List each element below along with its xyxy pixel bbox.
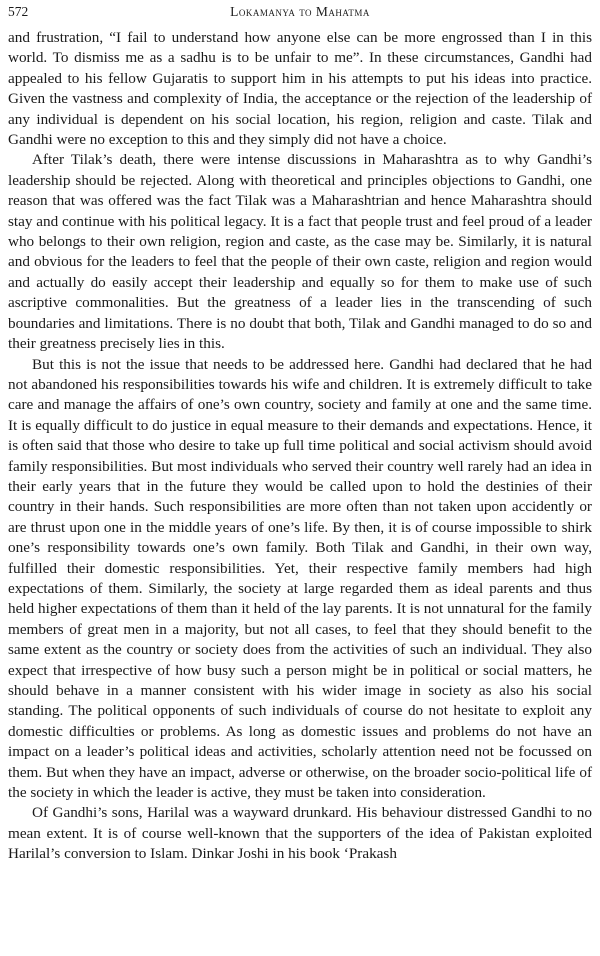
page-header [8,4,592,28]
paragraph-2: After Tilak’s death, there were intense discussions in Maharashtra as to why Gandhi’s leadership should be rejected. Along with theoretical and principles objections to Gandhi, one reason that was offered was the fact Tilak was a Maharashtrian and hence Maharashtra should stay and continue with his political legacy. It is a fact that people trust and feel proud of a leader who belongs to their own religion, region and caste, as the case may be. Similarly, it is natural and obvious for the leaders to feel that the people of their own caste, religion and region would and actually do easily accept their leadership and equally so for them to make use of such ascriptive commonalities. But the greatness of a leader lies in the transcending of such boundaries and limitations. There is no doubt that both, Tilak and Gandhi managed to do so and their greatness precisely lies in this. [8,151,592,353]
body-text [8,28,592,865]
paragraph-4: Of Gandhi’s sons, Harilal was a wayward drunkard. His behaviour distressed Gandhi to no mean extent. It is of course well-known that the supporters of the idea of Pakistan exploited Harilal’s conversion to Islam. Dinkar Joshi in his book ‘Prakash [8,804,592,863]
paragraph-1: and frustration, “I fail to understand how anyone else can be more engrossed than I in this world. To dismiss me as a sadhu is to be unfair to me”. In these circumstances, Gandhi had appealed to his fellow Gujaratis to support him in his attempts to put his ideas into practice. Given the vastness and complexity of India, the acceptance or the rejection of the leadership of any individual is dependent on his social location, his region, religion and caste. Tilak and Gandhi were no exception to this and they simply did not have a choice. [8,29,592,149]
paragraph-3: But this is not the issue that needs to be addressed here. Gandhi had declared that he had not abandoned his responsibilities towards his wife and children. It is extremely difficult to take care and manage the affairs of one’s own country, society and family at one and the same time. It is equally difficult to do justice in equal measure to their demands and expectations. Hence, it is often said that those who desire to take up full time political and social activism should avoid family responsibilities. But most individuals who served their country well rarely had an idea in their early years that in the future they would be called upon to hold the destinies of their country in their hands. Such responsibilities are more often than not taken upon accidently or are thrust upon one in the middle years of one’s life. By then, it is of course impossible to shirk one’s responsibility towards one’s own family. Both Tilak and Gandhi, in their own way, fulfilled their domestic responsibilities. Yet, their respective family members had high expectations of them. Similarly, the society at large regarded them as ideal parents and thus held higher expectations of them than it held of the lay parents. It is not unnatural for the family members of great men in a majority, but not all cases, to feel that they should benefit to the same extent as the country or society does from the activities of such an individual. They also expect that irrespective of how busy such a person might be in political or social matters, he should behave in a manner consistent with his wider image in society as also his social standing. The political opponents of such individuals of course do not hesitate to exploit any domestic difficulties or problems. As long as domestic issues and problems do not have an impact on a leader’s political ideas and activities, scholarly attention need not be focussed on them. But when they have an impact, adverse or otherwise, on the broader socio-political life of the society in which the leader is active, they must be taken into consideration. [8,355,592,802]
page-number: 572 [8,4,29,19]
running-title: Lokamanya to Mahatma [230,4,370,19]
